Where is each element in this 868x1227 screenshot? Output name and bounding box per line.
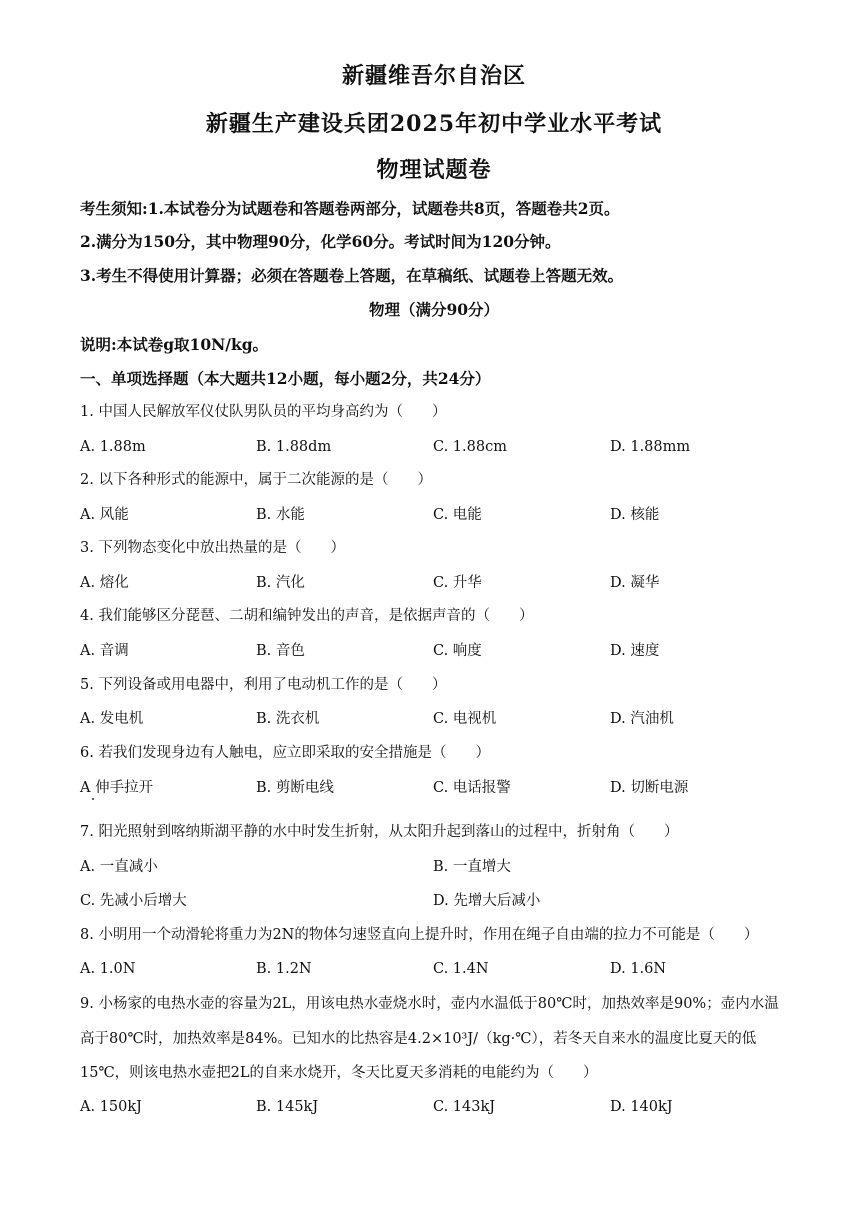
question-7-option-c: C. 先减小后增大 bbox=[80, 893, 187, 909]
notice-line-3: 3.考生不得使用计算器；必须在答题卷上答题，在草稿纸、试题卷上答题无效。 bbox=[80, 266, 624, 285]
question-3-option-c: C. 升华 bbox=[433, 575, 482, 591]
question-5-option-b: B. 洗衣机 bbox=[256, 711, 320, 727]
question-4-option-a: A. 音调 bbox=[80, 643, 129, 659]
question-1-option-a: A. 1.88m bbox=[80, 439, 146, 455]
question-3-option-b: B. 汽化 bbox=[256, 575, 305, 591]
notice-line-1: 考生须知:1.本试卷分为试题卷和答题卷两部分，试题卷共8页，答题卷共2页。 bbox=[80, 199, 620, 218]
title-paper: 物理试题卷 bbox=[376, 157, 492, 183]
section-heading: 一、单项选择题（本大题共12小题，每小题2分，共24分） bbox=[80, 369, 491, 388]
title-region: 新疆维吾尔自治区 bbox=[341, 63, 526, 89]
question-5-option-d: D. 汽油机 bbox=[610, 711, 674, 727]
question-7-option-b: B. 一直增大 bbox=[433, 859, 511, 875]
question-2-option-d: D. 核能 bbox=[610, 507, 660, 523]
question-2-stem: 2. 以下各种形式的能源中，属于二次能源的是（ ） bbox=[80, 472, 432, 488]
question-6-option-c: C. 电话报警 bbox=[433, 780, 511, 796]
question-7-stem: 7. 阳光照射到喀纳斯湖平静的水中时发生折射，从太阳升起到落山的过程中，折射角（ ） bbox=[80, 824, 679, 840]
question-9-option-b: B. 145kJ bbox=[256, 1099, 319, 1115]
question-2-option-c: C. 电能 bbox=[433, 507, 482, 523]
question-7-option-a: A. 一直减小 bbox=[80, 859, 158, 875]
subject-heading: 物理（满分90分） bbox=[368, 300, 500, 319]
question-4-option-c: C. 响度 bbox=[433, 643, 482, 659]
question-8-option-b: B. 1.2N bbox=[256, 961, 312, 977]
question-7-option-d: D. 先增大后减小 bbox=[433, 893, 541, 909]
question-8-option-d: D. 1.6N bbox=[610, 961, 667, 977]
explain-note: 说明:本试卷g取10N/kg。 bbox=[80, 335, 269, 354]
stray-dot bbox=[92, 798, 94, 800]
question-6-option-d: D. 切断电源 bbox=[610, 780, 689, 796]
question-6-option-a: A 伸手拉开 bbox=[80, 780, 154, 796]
question-9-option-a: A. 150kJ bbox=[80, 1099, 142, 1115]
question-9-option-d: D. 140kJ bbox=[610, 1099, 673, 1115]
question-9-stem: 9. 小杨家的电热水壶的容量为2L，用该电热水壶烧水时，壶内水温低于80℃时，加热效率是90%；壶内水温高于80℃时，加热效率是84%。已知水的比热容是4.2×10³J/（kg·℃），若冬天自来水的温度比夏天的低15℃，则该电热水壶把2L的自来水烧开，冬天比夏天多消耗的电能约为（ ） bbox=[80, 996, 779, 1081]
question-3-option-d: D. 凝华 bbox=[610, 575, 660, 591]
question-1-stem: 1. 中国人民解放军仪仗队男队员的平均身高约为（ ） bbox=[80, 404, 447, 420]
question-6-option-b: B. 剪断电线 bbox=[256, 780, 334, 796]
question-4-option-b: B. 音色 bbox=[256, 643, 305, 659]
question-3-option-a: A. 熔化 bbox=[80, 575, 129, 591]
question-8-option-a: A. 1.0N bbox=[80, 961, 136, 977]
question-4-stem: 4. 我们能够区分琵琶、二胡和编钟发出的声音，是依据声音的（ ） bbox=[80, 608, 534, 624]
question-1-option-d: D. 1.88mm bbox=[610, 439, 691, 455]
question-3-stem: 3. 下列物态变化中放出热量的是（ ） bbox=[80, 540, 345, 556]
question-2-option-a: A. 风能 bbox=[80, 507, 129, 523]
notice-line-2: 2.满分为150分，其中物理90分，化学60分。考试时间为120分钟。 bbox=[80, 232, 561, 251]
question-1-option-c: C. 1.88cm bbox=[433, 439, 507, 455]
question-9-option-c: C. 143kJ bbox=[433, 1099, 496, 1115]
question-4-option-d: D. 速度 bbox=[610, 643, 660, 659]
title-exam: 新疆生产建设兵团2025年初中学业水平考试 bbox=[205, 111, 663, 137]
question-8-stem: 8. 小明用一个动滑轮将重力为2N的物体匀速竖直向上提升时，作用在绳子自由端的拉力不可能是（ ） bbox=[80, 927, 759, 943]
question-5-stem: 5. 下列设备或用电器中，利用了电动机工作的是（ ） bbox=[80, 677, 447, 693]
question-1-option-b: B. 1.88dm bbox=[256, 439, 332, 455]
question-8-option-c: C. 1.4N bbox=[433, 961, 489, 977]
question-6-stem: 6. 若我们发现身边有人触电，应立即采取的安全措施是（ ） bbox=[80, 745, 490, 761]
question-2-option-b: B. 水能 bbox=[256, 507, 305, 523]
question-5-option-a: A. 发电机 bbox=[80, 711, 144, 727]
question-5-option-c: C. 电视机 bbox=[433, 711, 497, 727]
